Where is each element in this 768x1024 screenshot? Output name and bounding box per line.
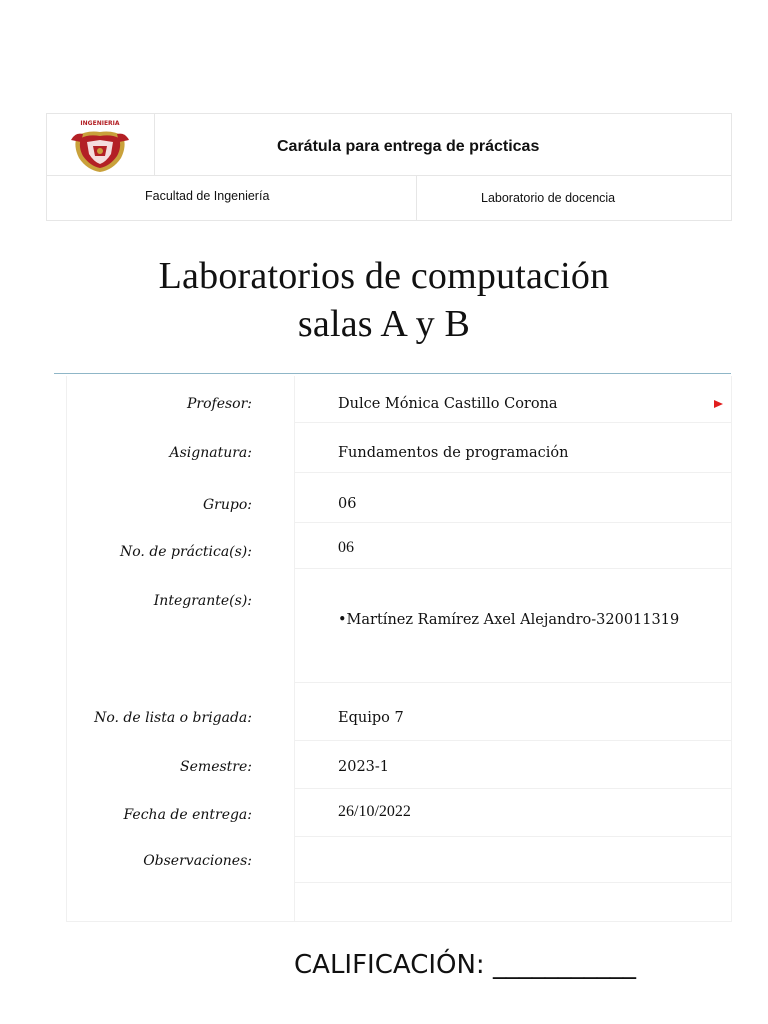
grid-line — [294, 568, 732, 569]
grid-line — [294, 522, 732, 523]
grid-line — [294, 472, 732, 473]
grupo-value: 06 — [338, 496, 357, 512]
grid-line — [294, 882, 732, 883]
fecha-label: Fecha de entrega: — [123, 807, 252, 823]
practica-value: 06 — [338, 539, 354, 556]
page-title — [0, 252, 768, 348]
logo-text: INGENIERIA — [80, 120, 120, 127]
practica-label: No. de práctica(s): — [120, 544, 252, 560]
calificacion-line: CALIFICACIÓN: ___________ — [294, 950, 636, 980]
grid-line — [294, 788, 732, 789]
grid-line — [294, 682, 732, 683]
red-marker-icon — [714, 400, 723, 408]
grid-line — [294, 376, 295, 922]
integrantes-value: •Martínez Ramírez Axel Alejandro-320011319 — [338, 612, 680, 628]
fecha-value: 26/10/2022 — [338, 803, 411, 820]
asignatura-label: Asignatura: — [169, 445, 252, 461]
lista-value: Equipo 7 — [338, 710, 404, 726]
profesor-value: Dulce Mónica Castillo Corona — [338, 396, 558, 412]
header-table — [46, 113, 732, 221]
title-divider — [54, 373, 731, 374]
page-title-line2: salas A y B — [297, 303, 471, 345]
semestre-label: Semestre: — [180, 759, 252, 775]
semestre-value: 2023-1 — [338, 759, 390, 775]
header-title: Carátula para entrega de prácticas — [277, 138, 540, 155]
grid-line — [66, 376, 67, 922]
integrantes-label: Integrante(s): — [153, 593, 252, 609]
observaciones-label: Observaciones: — [143, 853, 252, 869]
grid-line — [294, 836, 732, 837]
asignatura-value: Fundamentos de programación — [338, 445, 569, 461]
grid-line — [731, 376, 732, 922]
ingenieria-crest-logo — [69, 118, 131, 174]
header-lab: Laboratorio de docencia — [481, 191, 616, 205]
grid-line — [294, 422, 732, 423]
form-table — [66, 376, 732, 922]
header-faculty: Facultad de Ingeniería — [145, 189, 270, 203]
grid-line — [294, 740, 732, 741]
page-title-line1: Laboratorios de computación — [158, 255, 610, 297]
grid-line — [66, 921, 732, 922]
lista-label: No. de lista o brigada: — [94, 710, 252, 726]
grupo-label: Grupo: — [203, 497, 252, 513]
profesor-label: Profesor: — [186, 396, 252, 412]
